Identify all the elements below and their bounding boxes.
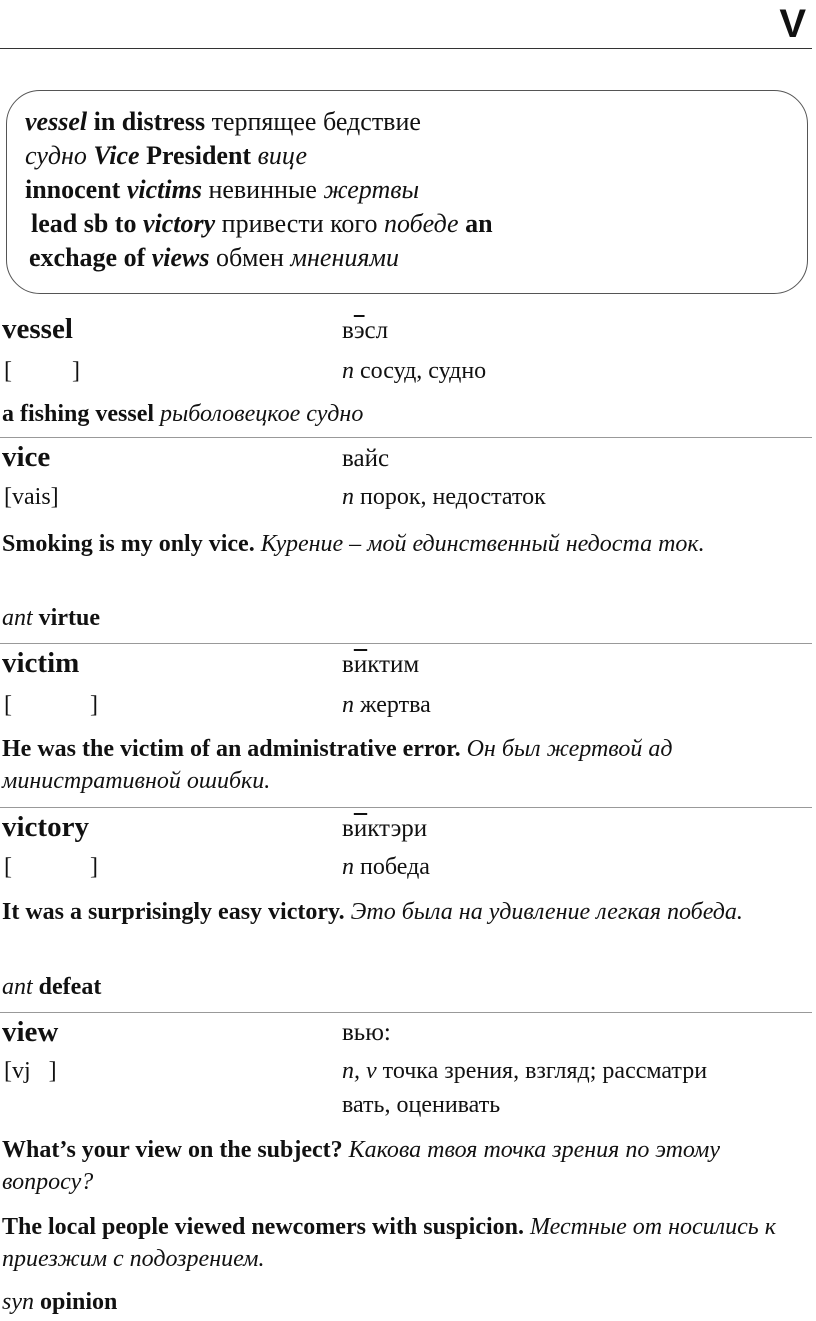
stress-mark: и [353,651,368,678]
collocation-segment: victims [126,175,202,204]
meaning-view: n, v точка зрения, взгляд; рассматри [342,1058,708,1084]
collocation-line-1 [25,105,421,139]
pron-vice: [vais] [4,484,59,510]
collocation-segment: President [139,141,252,170]
collocation-segment: судно [25,141,94,170]
collocation-segment: victory [142,209,216,238]
example-vessel: a fishing vessel рыболовецкое судно [2,401,364,427]
entry-divider [0,643,812,644]
example-view-1: What’s your view on the subject? Какова твоя точка зрения по этому вопросу? [2,1137,720,1195]
collocation-line-2 [25,139,307,173]
collocation-segment: in distress [87,107,206,136]
pron-view: [vj ] [4,1058,57,1084]
translit-view: вью: [342,1019,391,1046]
collocation-line-3 [25,173,419,207]
collocation-segment: привести кого [215,209,384,238]
pron-victim: [ ] [4,692,98,718]
collocation-segment: обмен [209,243,291,272]
headword-vessel: vessel [2,313,73,345]
collocation-segment: Vice [93,141,140,170]
meaning-view-cont: вать, оценивать [342,1092,501,1118]
translit-victory: виктэри [342,815,428,842]
translit-victim: виктим [342,651,420,678]
stress-mark: э [353,317,365,344]
synonym-view: syn opinion [2,1289,118,1315]
collocation-segment: жертвы [323,175,420,204]
section-letter: V [779,2,806,46]
meaning-victim: n жертва [342,692,431,718]
antonym-victory: ant defeat [2,974,102,1000]
headword-victim: victim [2,647,80,679]
example-view-2: The local people viewed newcomers with suspicion. Местные от носились к приезжим с подозрением. [2,1214,776,1272]
collocation-segment: views [151,243,210,272]
translit-vice: вайс [342,445,390,472]
headword-vice: vice [2,441,51,473]
pron-victory: [ ] [4,854,98,880]
collocations-box [6,90,808,294]
collocation-segment: невинные [201,175,324,204]
antonym-vice: ant virtue [2,605,100,631]
collocation-line-4 [31,207,493,241]
header-rule [0,48,812,49]
collocation-segment: lead sb to [31,209,143,238]
entry-divider [0,807,812,808]
meaning-vice: n порок, недостаток [342,484,546,510]
collocation-segment: мнениями [290,243,400,272]
collocation-segment: an [458,209,493,238]
translit-vessel: вэсл [342,317,389,344]
collocation-segment: победе [383,209,459,238]
collocation-segment: терпящее бедствие [205,107,421,136]
headword-view: view [2,1016,59,1048]
meaning-victory: n победа [342,854,430,880]
meaning-vessel: n сосуд, судно [342,358,487,384]
example-victory: It was a surprisingly easy victory. Это была на удивление легкая победа. [2,899,743,925]
entry-divider [0,1012,812,1013]
collocation-segment: innocent [25,175,127,204]
collocation-segment: vessel [25,107,88,136]
collocation-segment: вице [251,141,308,170]
example-victim: He was the victim of an administrative error. Он был жертвой ад министративной ошибки. [2,736,673,794]
stress-mark: и [353,815,368,842]
pron-vessel: [ ] [4,358,80,384]
entry-divider [0,437,812,438]
collocation-segment: exchage of [29,243,152,272]
headword-victory: victory [2,811,89,843]
collocation-line-5 [29,241,399,275]
example-vice: Smoking is my only vice. Курение – мой единственный недоста ток. [2,531,705,557]
